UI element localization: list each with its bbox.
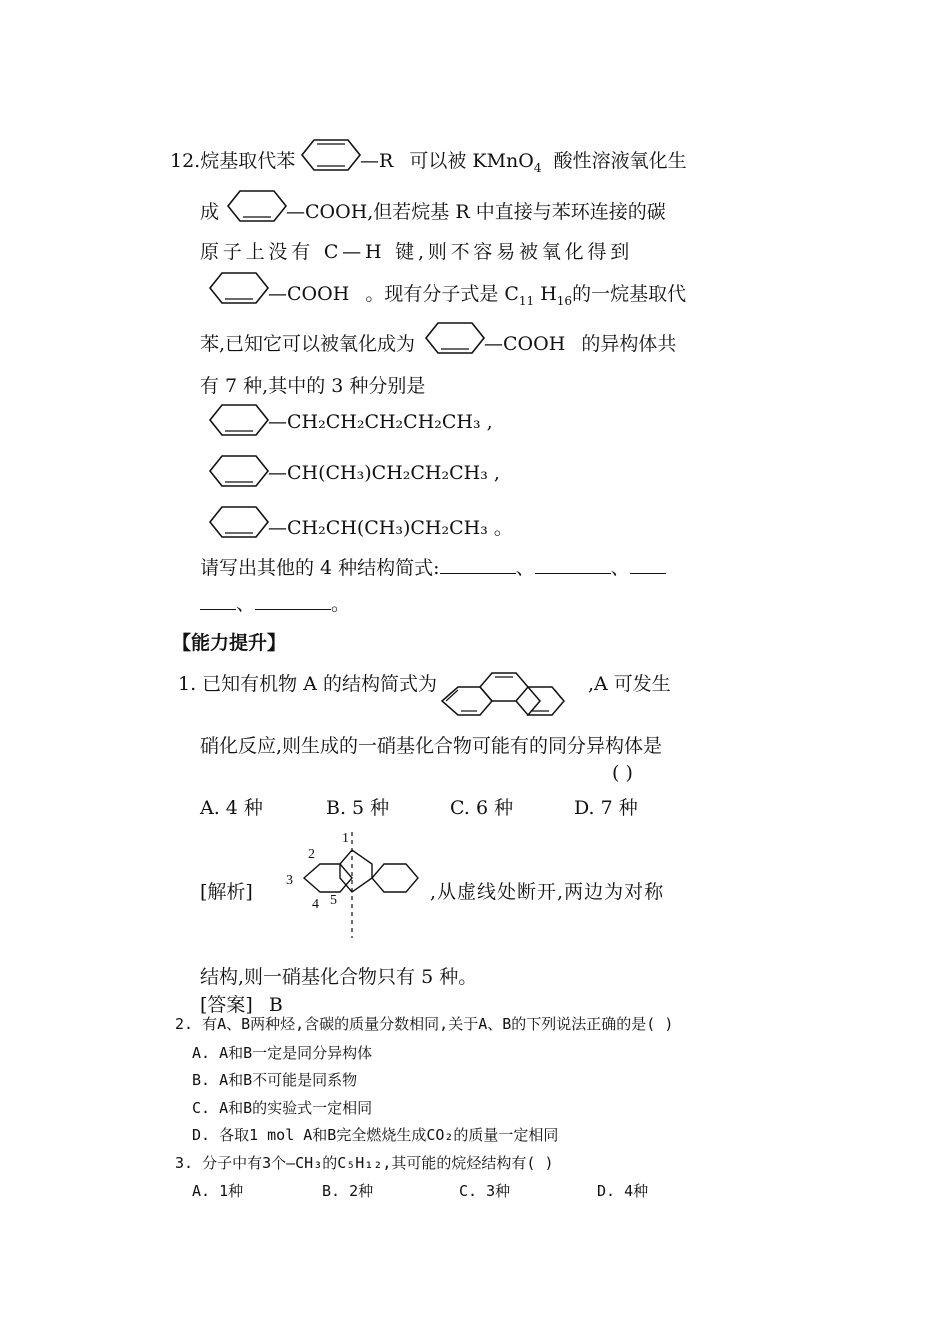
benzene-ring-icon [208,403,270,437]
answer-label: [答案] [200,994,253,1016]
analysis-label: [解析] [200,881,253,903]
position-label-2: 2 [308,847,315,862]
analysis-text: ,从虚线处断开,两边为对称 [430,881,665,903]
q12-text: 烷基取代苯 [200,150,296,172]
section-heading: 【能力提升】 [172,632,287,654]
q3-option-a[interactable]: A. 1种 [192,1182,244,1200]
answer-blank-1[interactable] [440,559,516,574]
q12-line1 [170,146,295,173]
q12-text: 的异构体共 [581,333,677,355]
benzene-ring-icon [208,271,270,305]
position-label-4: 4 [312,897,319,912]
q12-text: 有 7 种,其中的 3 种分别是 [200,375,426,397]
q12-text: 苯,已知它可以被氧化成为 [200,333,416,355]
phenanthrene-icon [436,657,586,719]
q3-option-c[interactable]: C. 3种 [459,1182,511,1200]
q3-stem: 3. 分子中有3个—CH₃的C₅H₁₂,其可能的烷烃结构有( ) [175,1154,554,1172]
structure-3: —CH₂CH(CH₃)CH₂CH₃ 。 [268,517,513,539]
answer-blank-3a[interactable] [630,559,666,574]
phenanthrene-numbered-icon [286,828,436,940]
q1-stem: 1. 已知有机物 A 的结构简式为 [178,673,437,695]
q12-text: 的一烷基取代 [572,283,687,305]
cooh-group: —COOH [484,333,566,355]
answer-value: B [268,994,283,1016]
position-label-3: 3 [286,873,293,888]
q1-option-a[interactable]: A. 4 种 [200,797,263,819]
q1-option-d[interactable]: D. 7 种 [574,797,638,819]
q12-text: 原子上没有 C—H 键,则不容易被氧化得到 [200,241,634,263]
benzene-ring-icon [208,505,270,539]
q12-question: 请写出其他的 4 种结构简式: [200,557,440,579]
benzene-ring-icon [300,138,362,172]
q12-text: 。现有分子式是 C [365,283,519,305]
benzene-ring-icon [424,321,486,355]
cooh-group: —COOH [286,201,368,223]
q12-number: 12. [170,150,201,172]
q2-option-b[interactable]: B. A和B不可能是同系物 [192,1071,358,1089]
q2-option-c[interactable]: C. A和B的实验式一定相同 [192,1099,373,1117]
q2-option-a[interactable]: A. A和B一定是同分异构体 [192,1044,373,1062]
q1-stem: 硝化反应,则生成的一硝基化合物可能有的同分异构体是 [200,735,663,757]
cooh-group: —COOH [268,283,350,305]
q3-option-d[interactable]: D. 4种 [597,1182,649,1200]
structure-1: —CH₂CH₂CH₂CH₂CH₃ , [268,411,493,433]
q1-stem: ,A 可发生 [588,673,671,695]
answer-blank-4[interactable] [255,595,331,610]
q12-text: 可以被 KMnO [409,150,534,172]
q12-text: 成 [200,201,220,223]
position-label-1: 1 [342,831,349,846]
q12-text: ,但若烷基 R 中直接与苯环连接的碳 [367,201,666,223]
q2-option-d[interactable]: D. 各取1 mol A和B完全燃烧生成CO₂的质量一定相同 [192,1126,559,1144]
q3-option-b[interactable]: B. 2种 [322,1182,374,1200]
benzene-ring-icon [208,454,270,488]
benzene-ring-icon [226,189,288,223]
q1-option-b[interactable]: B. 5 种 [326,797,390,819]
q2-stem: 2. 有A、B两种烃,含碳的质量分数相同,关于A、B的下列说法正确的是( ) [175,1015,674,1033]
q12-r-group: —R [360,150,394,172]
q1-answer-paren: ( ) [612,762,633,784]
answer-blank-2[interactable] [535,559,611,574]
q12-text: 酸性溶液氧化生 [553,150,687,172]
answer-blank-3b[interactable] [200,595,236,610]
analysis-text: 结构,则一硝基化合物只有 5 种。 [200,966,478,988]
q1-option-c[interactable]: C. 6 种 [450,797,514,819]
structure-2: —CH(CH₃)CH₂CH₂CH₃ , [268,462,500,484]
position-label-5: 5 [330,893,337,908]
